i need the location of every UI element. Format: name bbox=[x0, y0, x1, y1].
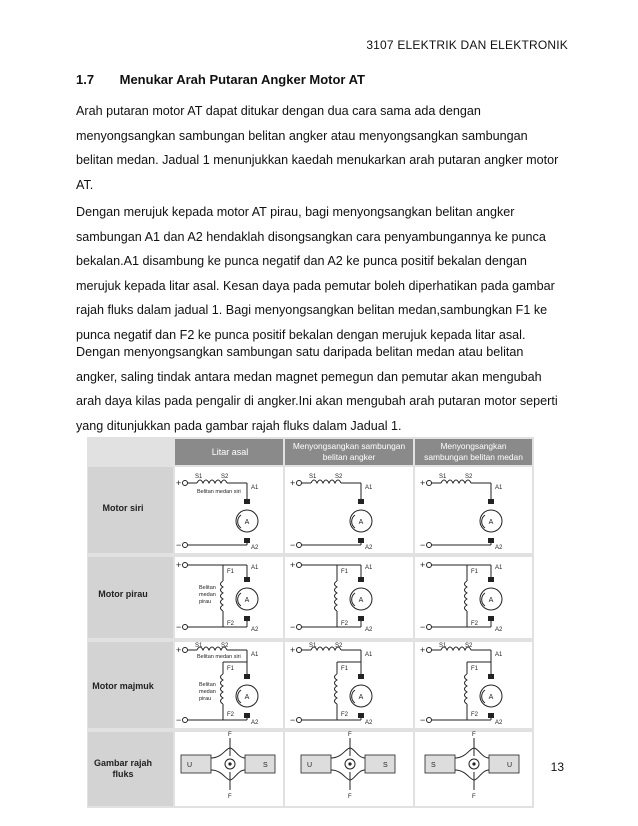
coil-label: Belitan medan siri bbox=[197, 654, 241, 660]
coil-label: pirau bbox=[199, 696, 212, 702]
brush bbox=[488, 674, 494, 679]
force-label: F bbox=[228, 794, 232, 800]
supply-terminal bbox=[427, 543, 432, 548]
supply-terminal bbox=[183, 481, 188, 486]
armature-label: A bbox=[244, 519, 250, 526]
paragraph-1: Arah putaran motor AT dapat ditukar dengan dua cara sama ada dengan menyongsangkan sambungan belitan angker atau menyongsangkan sambungan belitan medan. Jadual 1 menunjukkan kaedah menukarkan arah putaran angker motor AT. bbox=[76, 104, 559, 192]
plus-sign: + bbox=[176, 478, 182, 488]
supply-terminal bbox=[427, 625, 432, 630]
minus-sign: − bbox=[290, 540, 296, 550]
coil-label: medan bbox=[199, 592, 216, 598]
terminal-label: A2 bbox=[495, 545, 503, 551]
brush bbox=[244, 713, 250, 718]
supply-terminal bbox=[183, 648, 188, 653]
pole-label: U bbox=[507, 762, 513, 769]
plus-sign: + bbox=[290, 560, 296, 570]
column-header-label: Menyongsangkan sambungan bbox=[292, 441, 406, 451]
armature-label: A bbox=[488, 519, 494, 526]
plus-sign: + bbox=[290, 645, 296, 655]
row-label: Motor pirau bbox=[98, 589, 148, 599]
terminal-label: F2 bbox=[341, 712, 349, 718]
magnet-pole bbox=[489, 755, 519, 773]
plus-sign: + bbox=[420, 560, 426, 570]
terminal-label: F2 bbox=[227, 621, 235, 627]
terminal-label: F1 bbox=[471, 666, 479, 672]
armature-label: A bbox=[488, 597, 494, 604]
minus-sign: − bbox=[420, 715, 426, 725]
coil-label: Belitan bbox=[199, 682, 216, 688]
paragraph-2: Dengan merujuk kepada motor AT pirau, bagi menyongsangkan belitan angker sambungan A1 dan A2 hendaklah disongsangkan cara penyambungannya ke punca bekalan.A1 disambung ke punca negatif dan A2 ke punca positif bekalan dengan merujuk kepada litar asal. Kesan daya pada pemutar boleh diperhatikan pada gambar rajah fluks dalam jadual 1. Bagi menyongsangkan belitan medan,sambungkan F1 ke punca negatif dan F2 ke punca positif bekalan dengan merujuk kepada litar asal. bbox=[76, 205, 555, 342]
magnet-pole bbox=[365, 755, 395, 773]
terminal-label: F1 bbox=[227, 666, 235, 672]
column-header-label: Litar asal bbox=[211, 447, 249, 457]
table-cell bbox=[285, 467, 413, 553]
minus-sign: − bbox=[420, 540, 426, 550]
page-header: 3107 ELEKTRIK DAN ELEKTRONIK bbox=[366, 38, 568, 52]
terminal-label: A2 bbox=[365, 720, 373, 726]
supply-terminal bbox=[427, 563, 432, 568]
supply-terminal bbox=[183, 563, 188, 568]
pole-label: U bbox=[307, 762, 313, 769]
terminal-label: F1 bbox=[341, 666, 349, 672]
supply-terminal bbox=[427, 481, 432, 486]
supply-terminal bbox=[183, 718, 188, 723]
brush bbox=[244, 674, 250, 679]
supply-terminal bbox=[297, 543, 302, 548]
minus-sign: − bbox=[176, 715, 182, 725]
table-cell bbox=[175, 467, 283, 553]
armature-label: A bbox=[244, 597, 250, 604]
terminal-label: A2 bbox=[251, 720, 259, 726]
brush bbox=[358, 674, 364, 679]
terminal-label: F2 bbox=[471, 712, 479, 718]
force-label: F bbox=[348, 794, 352, 800]
brush bbox=[488, 538, 494, 543]
terminal-label: S2 bbox=[335, 474, 343, 480]
terminal-label: S1 bbox=[309, 643, 317, 649]
terminal-label: F1 bbox=[471, 569, 479, 575]
brush bbox=[358, 713, 364, 718]
section-number: 1.7 bbox=[76, 72, 95, 87]
section-title: Menukar Arah Putaran Angker Motor AT bbox=[119, 72, 365, 87]
terminal-label: A2 bbox=[495, 627, 503, 633]
column-header-label: sambungan belitan medan bbox=[424, 452, 523, 462]
force-label: F bbox=[228, 732, 232, 738]
pole-label: S bbox=[431, 762, 436, 769]
terminal-label: S1 bbox=[309, 474, 317, 480]
coil-label: Belitan medan siri bbox=[197, 489, 241, 495]
supply-terminal bbox=[297, 481, 302, 486]
supply-terminal bbox=[297, 648, 302, 653]
terminal-label: F1 bbox=[341, 569, 349, 575]
minus-sign: − bbox=[176, 540, 182, 550]
terminal-label: F2 bbox=[341, 621, 349, 627]
armature-label: A bbox=[488, 694, 494, 701]
magnet-pole bbox=[245, 755, 275, 773]
coil-label: Belitan bbox=[199, 585, 216, 591]
terminal-label: F1 bbox=[227, 569, 235, 575]
column-header-label: Menyongsangkan bbox=[440, 441, 507, 451]
plus-sign: + bbox=[176, 560, 182, 570]
pole-label: S bbox=[263, 762, 268, 769]
plus-sign: + bbox=[290, 478, 296, 488]
table-cell bbox=[415, 467, 532, 553]
terminal-label: A1 bbox=[251, 652, 259, 658]
armature-label: A bbox=[358, 694, 364, 701]
magnet-pole bbox=[301, 755, 331, 773]
plus-sign: + bbox=[420, 478, 426, 488]
terminal-label: S2 bbox=[465, 643, 473, 649]
brush bbox=[488, 577, 494, 582]
terminal-label: A2 bbox=[251, 545, 259, 551]
supply-terminal bbox=[297, 625, 302, 630]
terminal-label: A2 bbox=[495, 720, 503, 726]
terminal-label: S1 bbox=[439, 643, 447, 649]
brush bbox=[244, 577, 250, 582]
terminal-label: F2 bbox=[471, 621, 479, 627]
terminal-label: A1 bbox=[495, 565, 503, 571]
supply-terminal bbox=[297, 563, 302, 568]
brush bbox=[244, 538, 250, 543]
terminal-dot bbox=[348, 762, 351, 765]
pole-label: S bbox=[383, 762, 388, 769]
force-label: F bbox=[348, 732, 352, 738]
terminal-label: A1 bbox=[365, 652, 373, 658]
minus-sign: − bbox=[290, 715, 296, 725]
terminal-label: S1 bbox=[195, 643, 203, 649]
table-cell bbox=[285, 642, 413, 728]
brush bbox=[358, 538, 364, 543]
page-number: 13 bbox=[550, 760, 564, 774]
supply-terminal bbox=[183, 543, 188, 548]
armature-label: A bbox=[358, 519, 364, 526]
row-label: fluks bbox=[112, 769, 134, 779]
terminal-label: A1 bbox=[251, 485, 259, 491]
armature-label: A bbox=[244, 694, 250, 701]
motor-reversal-table-figure bbox=[87, 437, 534, 808]
force-label: F bbox=[472, 794, 476, 800]
supply-terminal bbox=[183, 625, 188, 630]
terminal-label: S2 bbox=[465, 474, 473, 480]
magnet-pole bbox=[181, 755, 211, 773]
supply-terminal bbox=[427, 648, 432, 653]
brush bbox=[358, 577, 364, 582]
terminal-label: A2 bbox=[365, 545, 373, 551]
terminal-label: A2 bbox=[365, 627, 373, 633]
minus-sign: − bbox=[420, 622, 426, 632]
terminal-dot bbox=[228, 762, 231, 765]
terminal-label: S1 bbox=[439, 474, 447, 480]
terminal-label: A1 bbox=[495, 485, 503, 491]
row-label: Motor siri bbox=[102, 503, 144, 513]
terminal-label: A1 bbox=[365, 485, 373, 491]
terminal-label: S1 bbox=[195, 474, 203, 480]
coil-label: medan bbox=[199, 689, 216, 695]
magnet-pole bbox=[425, 755, 455, 773]
motor-reversal-table-svg bbox=[87, 437, 534, 808]
brush bbox=[488, 713, 494, 718]
column-header-label: belitan angker bbox=[322, 452, 376, 462]
armature-label: A bbox=[358, 597, 364, 604]
terminal-label: S2 bbox=[335, 643, 343, 649]
pole-label: U bbox=[187, 762, 193, 769]
terminal-label: F2 bbox=[227, 712, 235, 718]
section-heading bbox=[76, 72, 365, 87]
terminal-label: S2 bbox=[221, 643, 229, 649]
minus-sign: − bbox=[290, 622, 296, 632]
terminal-label: A1 bbox=[251, 565, 259, 571]
plus-sign: + bbox=[420, 645, 426, 655]
minus-sign: − bbox=[176, 622, 182, 632]
brush bbox=[358, 499, 364, 504]
table-cell bbox=[285, 557, 413, 638]
force-label: F bbox=[472, 732, 476, 738]
terminal-label: A1 bbox=[365, 565, 373, 571]
row-label: Gambar rajah bbox=[93, 758, 153, 768]
terminal-label: A1 bbox=[495, 652, 503, 658]
brush bbox=[488, 499, 494, 504]
terminal-label: S2 bbox=[221, 474, 229, 480]
terminal-dot bbox=[472, 762, 475, 765]
row-label: Motor majmuk bbox=[92, 681, 154, 691]
coil-label: pirau bbox=[199, 599, 212, 605]
terminal-label: A2 bbox=[251, 627, 259, 633]
supply-terminal bbox=[297, 718, 302, 723]
paragraph-3: Dengan menyongsangkan sambungan satu daripada belitan medan atau belitan angker, saling tindak antara medan magnet pemegun dan pemutar akan mengubah arah daya kilas pada pengalir di angker.Ini akan mengubah arah putaran motor seperti yang ditunjukkan pada gambar rajah fluks dalam Jadual 1. bbox=[76, 345, 558, 433]
brush bbox=[244, 499, 250, 504]
supply-terminal bbox=[427, 718, 432, 723]
plus-sign: + bbox=[176, 645, 182, 655]
